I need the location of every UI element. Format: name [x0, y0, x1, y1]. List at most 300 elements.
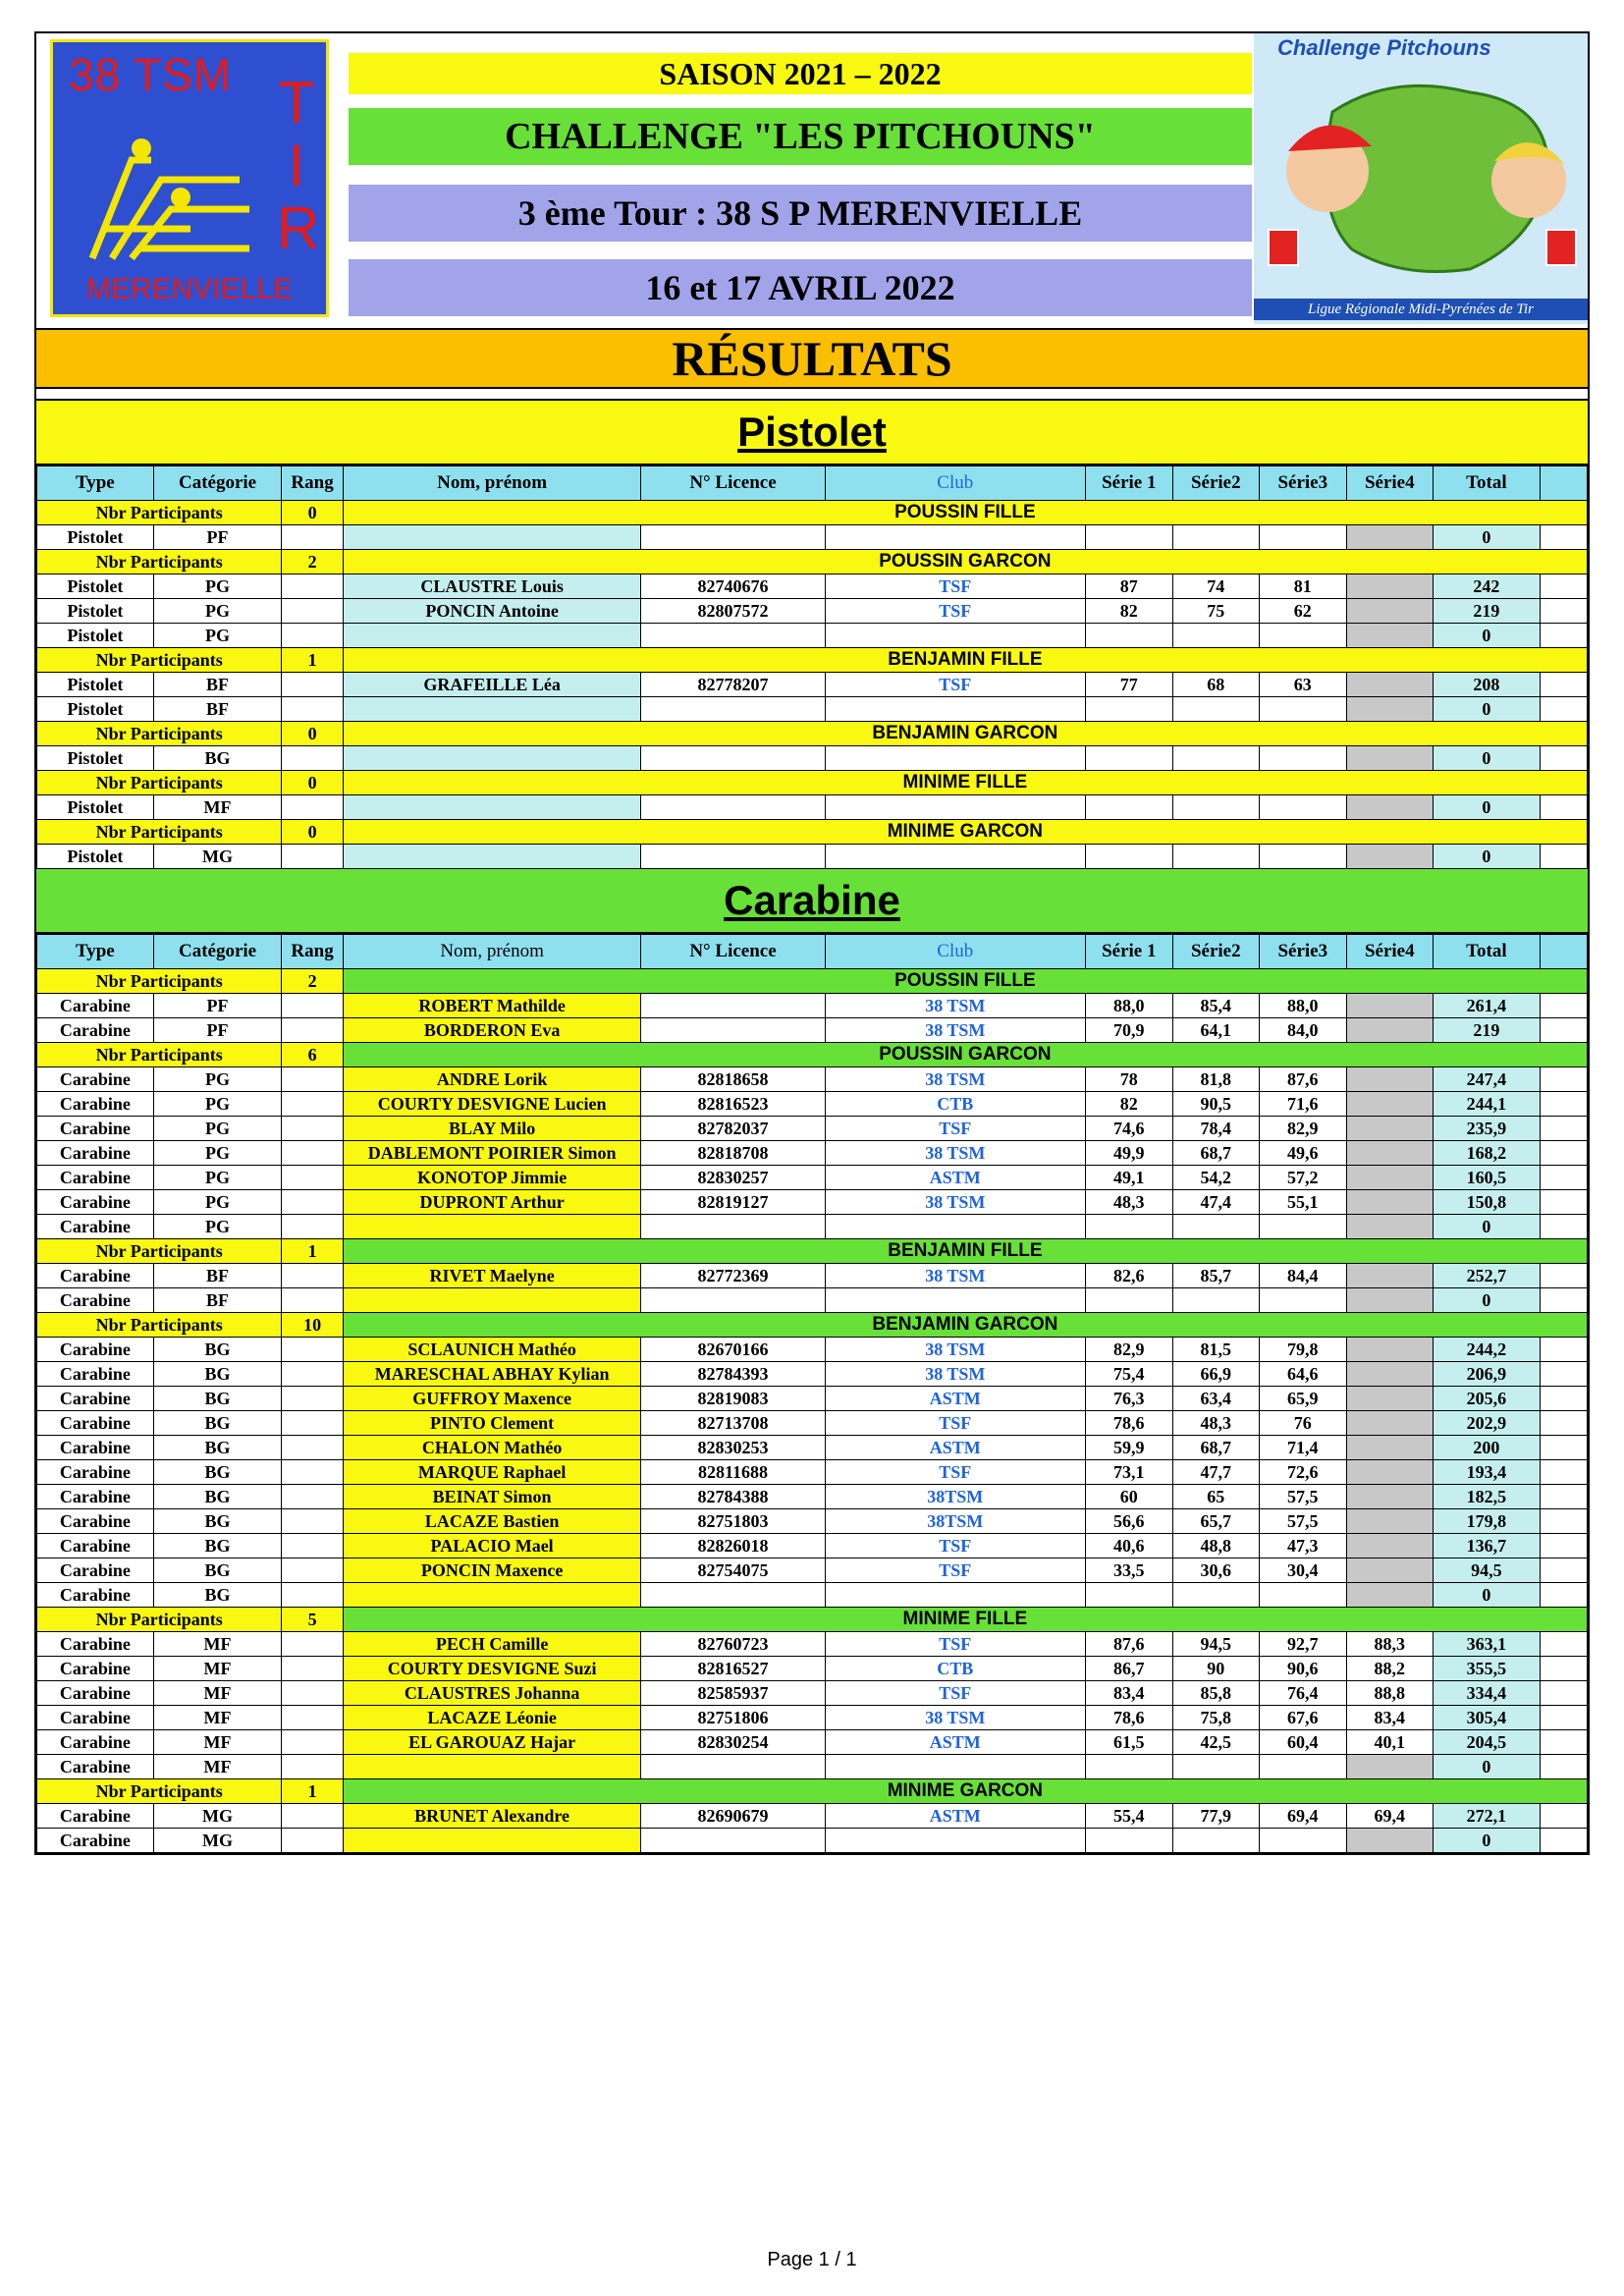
cell-total: 252,7: [1434, 1264, 1541, 1288]
cell-category: PG: [153, 624, 282, 648]
challenge-logo-caption: Ligue Régionale Midi-Pyrénées de Tir: [1254, 299, 1588, 320]
cell-total: 235,9: [1434, 1117, 1541, 1141]
cell-serie3: 84,4: [1260, 1264, 1347, 1288]
cell-serie1: [1086, 795, 1173, 820]
cell-licence: 82818708: [641, 1141, 825, 1166]
cell-category: PG: [153, 1215, 282, 1239]
cell-rank: [282, 994, 343, 1018]
cell-type: Pistolet: [37, 673, 154, 697]
cell-total: 355,5: [1434, 1657, 1541, 1681]
cell-type: Carabine: [37, 1755, 154, 1779]
category-header-row: [37, 1608, 1588, 1632]
cell-name: GUFFROY Maxence: [343, 1387, 641, 1411]
cell-serie1: [1086, 746, 1173, 771]
table-row: [37, 1190, 1588, 1215]
category-label: MINIME FILLE: [343, 771, 1587, 795]
cell-licence: [641, 624, 825, 648]
cell-serie4: [1346, 697, 1434, 722]
cell-serie4: 83,4: [1346, 1706, 1434, 1730]
cell-licence: 82830254: [641, 1730, 825, 1755]
cell-type: Carabine: [37, 994, 154, 1018]
participants-count: 2: [282, 969, 343, 994]
table-row: [37, 1387, 1588, 1411]
cell-serie1: 74,6: [1086, 1117, 1173, 1141]
cell-name: LACAZE Léonie: [343, 1706, 641, 1730]
cell-rank: [282, 1092, 343, 1117]
column-header: Type: [37, 935, 154, 969]
column-header: Série 1: [1086, 466, 1173, 501]
cell-licence: [641, 1018, 825, 1043]
cell-rank: [282, 1117, 343, 1141]
challenge-logo-title: Challenge Pitchouns: [1277, 35, 1491, 60]
cell-serie1: 40,6: [1086, 1534, 1173, 1558]
table-row: [37, 1706, 1588, 1730]
dates-banner: 16 et 17 AVRIL 2022: [349, 259, 1252, 316]
cell-serie4: 88,3: [1346, 1632, 1434, 1657]
cell-licence: 82830257: [641, 1166, 825, 1190]
cell-serie3: 76: [1260, 1411, 1347, 1436]
cell-serie4: [1346, 1829, 1434, 1853]
cell-serie1: [1086, 525, 1173, 550]
column-header: Total: [1434, 466, 1541, 501]
cell-serie2: 68: [1172, 673, 1260, 697]
cell-name: PECH Camille: [343, 1632, 641, 1657]
category-label: POUSSIN FILLE: [343, 501, 1587, 525]
cell-serie2: 77,9: [1172, 1804, 1260, 1829]
category-header-row: [37, 722, 1588, 746]
cell-serie1: 48,3: [1086, 1190, 1173, 1215]
cell-licence: 82670166: [641, 1338, 825, 1362]
cell-serie4: [1346, 574, 1434, 599]
cell-type: Carabine: [37, 1018, 154, 1043]
table-row: [37, 1264, 1588, 1288]
cell-serie2: 30,6: [1172, 1558, 1260, 1583]
cell-category: BG: [153, 746, 282, 771]
cell-serie4: [1346, 795, 1434, 820]
cell-club: 38 TSM: [825, 1141, 1086, 1166]
table-row: [37, 1018, 1588, 1043]
column-header: Type: [37, 466, 154, 501]
table-header-row: [37, 466, 1588, 501]
cell-serie2: [1172, 697, 1260, 722]
cell-licence: 82751806: [641, 1706, 825, 1730]
cell-total: 0: [1434, 1583, 1541, 1608]
table-row: [37, 1288, 1588, 1313]
cell-serie2: [1172, 845, 1260, 869]
cell-club: 38 TSM: [825, 1338, 1086, 1362]
cell-serie1: 61,5: [1086, 1730, 1173, 1755]
cell-serie4: [1346, 1509, 1434, 1534]
cell-licence: [641, 746, 825, 771]
cell-serie3: 82,9: [1260, 1117, 1347, 1141]
cell-licence: [641, 525, 825, 550]
cell-category: PF: [153, 1018, 282, 1043]
column-header: Total: [1434, 935, 1541, 969]
table-row: [37, 1804, 1588, 1829]
cell-licence: 82585937: [641, 1681, 825, 1706]
participants-count: 10: [282, 1313, 343, 1338]
cell-licence: [641, 1583, 825, 1608]
cell-serie2: 54,2: [1172, 1166, 1260, 1190]
cell-category: PG: [153, 574, 282, 599]
cell-licence: [641, 795, 825, 820]
cell-total: 219: [1434, 1018, 1541, 1043]
cell-serie3: [1260, 1215, 1347, 1239]
cell-club: [825, 624, 1086, 648]
cell-club: [825, 1755, 1086, 1779]
cell-serie2: 47,7: [1172, 1460, 1260, 1485]
results-table-pistolet: [36, 465, 1588, 869]
cell-club: ASTM: [825, 1387, 1086, 1411]
category-label: BENJAMIN FILLE: [343, 1239, 1587, 1264]
cell-serie1: [1086, 697, 1173, 722]
column-header: Série3: [1260, 935, 1347, 969]
cell-serie1: 73,1: [1086, 1460, 1173, 1485]
cell-total: 205,6: [1434, 1387, 1541, 1411]
cell-licence: [641, 697, 825, 722]
cell-rank: [282, 1706, 343, 1730]
cell-type: Pistolet: [37, 624, 154, 648]
cell-rank: [282, 1018, 343, 1043]
cell-rank: [282, 1681, 343, 1706]
cell-type: Carabine: [37, 1485, 154, 1509]
cell-category: BG: [153, 1509, 282, 1534]
cell-club: [825, 1215, 1086, 1239]
cell-serie3: 49,6: [1260, 1141, 1347, 1166]
participants-label: Nbr Participants: [37, 969, 282, 994]
cell-serie2: 90,5: [1172, 1092, 1260, 1117]
cell-rank: [282, 1583, 343, 1608]
cell-licence: 82807572: [641, 599, 825, 624]
table-row: [37, 1755, 1588, 1779]
table-row: [37, 1509, 1588, 1534]
cell-serie1: 60: [1086, 1485, 1173, 1509]
cell-club: 38 TSM: [825, 1190, 1086, 1215]
cell-serie4: [1346, 1141, 1434, 1166]
cell-serie4: [1346, 845, 1434, 869]
season-banner: SAISON 2021 – 2022: [349, 53, 1252, 94]
category-label: MINIME GARCON: [343, 820, 1587, 845]
cell-serie2: [1172, 1755, 1260, 1779]
cell-total: 136,7: [1434, 1534, 1541, 1558]
cell-type: Carabine: [37, 1092, 154, 1117]
cell-club: 38 TSM: [825, 1706, 1086, 1730]
cell-licence: 82784388: [641, 1485, 825, 1509]
participants-label: Nbr Participants: [37, 771, 282, 795]
cell-serie2: 64,1: [1172, 1018, 1260, 1043]
cell-name: MARQUE Raphael: [343, 1460, 641, 1485]
cell-club: CTB: [825, 1092, 1086, 1117]
cell-type: Pistolet: [37, 599, 154, 624]
tour-banner: 3 ème Tour : 38 S P MERENVIELLE: [349, 185, 1252, 242]
cell-total: 0: [1434, 525, 1541, 550]
cell-serie1: 82,9: [1086, 1338, 1173, 1362]
cell-licence: [641, 1829, 825, 1853]
cell-category: BF: [153, 1264, 282, 1288]
cell-category: BG: [153, 1583, 282, 1608]
cell-licence: 82811688: [641, 1460, 825, 1485]
cell-name: DABLEMONT POIRIER Simon: [343, 1141, 641, 1166]
cell-serie3: 30,4: [1260, 1558, 1347, 1583]
cell-rank: [282, 1460, 343, 1485]
cell-serie1: 49,1: [1086, 1166, 1173, 1190]
cell-serie2: [1172, 1288, 1260, 1313]
cell-serie1: 82: [1086, 1092, 1173, 1117]
cell-serie4: [1346, 1460, 1434, 1485]
cell-rank: [282, 1730, 343, 1755]
page-footer: Page 1 / 1: [767, 2249, 857, 2270]
cell-rank: [282, 795, 343, 820]
cell-name: ANDRE Lorik: [343, 1067, 641, 1092]
cell-type: Carabine: [37, 1583, 154, 1608]
shooter-icon: [73, 121, 269, 268]
cell-licence: [641, 845, 825, 869]
cell-licence: [641, 1215, 825, 1239]
cell-total: 179,8: [1434, 1509, 1541, 1534]
cell-rank: [282, 1632, 343, 1657]
column-header: Rang: [282, 935, 343, 969]
cell-rank: [282, 1411, 343, 1436]
cell-category: BG: [153, 1436, 282, 1460]
cell-serie1: 56,6: [1086, 1509, 1173, 1534]
cell-serie2: 47,4: [1172, 1190, 1260, 1215]
cell-club: [825, 1583, 1086, 1608]
cell-rank: [282, 1829, 343, 1853]
cell-total: 206,9: [1434, 1362, 1541, 1387]
cell-club: [825, 795, 1086, 820]
cell-name: CLAUSTRE Louis: [343, 574, 641, 599]
cell-total: 0: [1434, 795, 1541, 820]
column-header: Série2: [1172, 935, 1260, 969]
cell-serie3: 65,9: [1260, 1387, 1347, 1411]
table-header-row: [37, 935, 1588, 969]
cell-type: Pistolet: [37, 574, 154, 599]
cell-category: PF: [153, 525, 282, 550]
table-row: [37, 697, 1588, 722]
cell-total: 219: [1434, 599, 1541, 624]
cell-rank: [282, 1804, 343, 1829]
category-header-row: [37, 501, 1588, 525]
category-label: MINIME GARCON: [343, 1779, 1587, 1804]
cell-serie4: [1346, 624, 1434, 648]
cell-name: GRAFEILLE Léa: [343, 673, 641, 697]
cell-total: 244,1: [1434, 1092, 1541, 1117]
table-row: [37, 994, 1588, 1018]
cell-total: 200: [1434, 1436, 1541, 1460]
cell-category: MF: [153, 1681, 282, 1706]
cell-category: PG: [153, 1190, 282, 1215]
category-header-row: [37, 969, 1588, 994]
participants-count: 0: [282, 771, 343, 795]
table-row: [37, 1632, 1588, 1657]
table-row: [37, 746, 1588, 771]
cell-type: Carabine: [37, 1264, 154, 1288]
cell-rank: [282, 624, 343, 648]
cell-total: 0: [1434, 1829, 1541, 1853]
cell-name: KONOTOP Jimmie: [343, 1166, 641, 1190]
cell-serie4: [1346, 525, 1434, 550]
cell-serie2: 42,5: [1172, 1730, 1260, 1755]
cell-rank: [282, 1338, 343, 1362]
logo-tir-text: T I R: [277, 70, 320, 261]
table-row: [37, 795, 1588, 820]
cell-serie1: 87: [1086, 574, 1173, 599]
cell-serie1: 77: [1086, 673, 1173, 697]
cell-serie4: [1346, 1288, 1434, 1313]
category-label: BENJAMIN FILLE: [343, 648, 1587, 673]
participants-count: 0: [282, 820, 343, 845]
cell-licence: 82816523: [641, 1092, 825, 1117]
cell-club: [825, 697, 1086, 722]
cell-serie2: [1172, 795, 1260, 820]
cell-name: RIVET Maelyne: [343, 1264, 641, 1288]
cell-serie3: 57,5: [1260, 1509, 1347, 1534]
table-row: [37, 525, 1588, 550]
column-header: Série4: [1346, 935, 1434, 969]
table-row: [37, 1436, 1588, 1460]
cell-serie3: 87,6: [1260, 1067, 1347, 1092]
cell-type: Carabine: [37, 1534, 154, 1558]
participants-label: Nbr Participants: [37, 722, 282, 746]
cell-type: Carabine: [37, 1117, 154, 1141]
logo-club-name: 38 TSM: [69, 49, 233, 100]
cell-category: BG: [153, 1387, 282, 1411]
cell-category: MF: [153, 1632, 282, 1657]
cell-total: 334,4: [1434, 1681, 1541, 1706]
cell-type: Carabine: [37, 1657, 154, 1681]
logo-town: MERENVIELLE: [85, 273, 294, 305]
participants-count: 0: [282, 722, 343, 746]
cell-serie4: [1346, 1436, 1434, 1460]
cell-type: Carabine: [37, 1387, 154, 1411]
cell-total: 272,1: [1434, 1804, 1541, 1829]
cell-rank: [282, 845, 343, 869]
cell-name: [343, 1755, 641, 1779]
cell-category: MF: [153, 795, 282, 820]
cell-rank: [282, 1190, 343, 1215]
cell-serie3: 55,1: [1260, 1190, 1347, 1215]
cell-serie1: 49,9: [1086, 1141, 1173, 1166]
cell-serie3: 72,6: [1260, 1460, 1347, 1485]
cell-serie3: 57,5: [1260, 1485, 1347, 1509]
column-header: Rang: [282, 466, 343, 501]
cell-total: 242: [1434, 574, 1541, 599]
cell-serie4: [1346, 1485, 1434, 1509]
cell-serie4: [1346, 1067, 1434, 1092]
cell-name: [343, 1583, 641, 1608]
cell-serie2: [1172, 525, 1260, 550]
cell-serie1: [1086, 1288, 1173, 1313]
cell-licence: 82772369: [641, 1264, 825, 1288]
cell-name: PALACIO Mael: [343, 1534, 641, 1558]
cell-name: BEINAT Simon: [343, 1485, 641, 1509]
participants-label: Nbr Participants: [37, 820, 282, 845]
cell-rank: [282, 1264, 343, 1288]
cell-serie1: 70,9: [1086, 1018, 1173, 1043]
category-header-row: [37, 820, 1588, 845]
table-row: [37, 1460, 1588, 1485]
cell-serie4: 40,1: [1346, 1730, 1434, 1755]
cell-serie3: 92,7: [1260, 1632, 1347, 1657]
column-header: Série3: [1260, 466, 1347, 501]
cell-serie4: 69,4: [1346, 1804, 1434, 1829]
cell-total: 0: [1434, 624, 1541, 648]
category-label: POUSSIN GARCON: [343, 550, 1587, 574]
category-header-row: [37, 648, 1588, 673]
cell-name: PONCIN Maxence: [343, 1558, 641, 1583]
cell-category: BG: [153, 1460, 282, 1485]
cell-total: 363,1: [1434, 1632, 1541, 1657]
cell-serie4: [1346, 1018, 1434, 1043]
cell-category: BG: [153, 1485, 282, 1509]
cell-total: 305,4: [1434, 1706, 1541, 1730]
cell-name: [343, 845, 641, 869]
cell-serie2: 48,8: [1172, 1534, 1260, 1558]
cell-serie2: 78,4: [1172, 1117, 1260, 1141]
column-header: Série 1: [1086, 935, 1173, 969]
cell-type: Carabine: [37, 1460, 154, 1485]
cell-serie3: 76,4: [1260, 1681, 1347, 1706]
cell-club: [825, 746, 1086, 771]
cell-type: Carabine: [37, 1166, 154, 1190]
column-header: Club: [825, 935, 1086, 969]
table-row: [37, 845, 1588, 869]
results-sheet: [34, 31, 1590, 1855]
cell-category: MF: [153, 1657, 282, 1681]
cell-type: Carabine: [37, 1362, 154, 1387]
cell-type: Carabine: [37, 1558, 154, 1583]
cell-serie2: 81,8: [1172, 1067, 1260, 1092]
cell-serie2: 48,3: [1172, 1411, 1260, 1436]
cell-category: MG: [153, 1829, 282, 1853]
cell-type: Carabine: [37, 1632, 154, 1657]
cell-name: COURTY DESVIGNE Suzi: [343, 1657, 641, 1681]
cell-serie3: [1260, 697, 1347, 722]
participants-count: 5: [282, 1608, 343, 1632]
table-row: [37, 1657, 1588, 1681]
participants-label: Nbr Participants: [37, 1043, 282, 1067]
category-header-row: [37, 1313, 1588, 1338]
cell-club: 38 TSM: [825, 1018, 1086, 1043]
cell-name: CLAUSTRES Johanna: [343, 1681, 641, 1706]
cell-type: Carabine: [37, 1411, 154, 1436]
cell-serie1: [1086, 624, 1173, 648]
cell-club: [825, 525, 1086, 550]
table-row: [37, 1730, 1588, 1755]
cell-serie3: [1260, 1755, 1347, 1779]
cell-serie2: 75: [1172, 599, 1260, 624]
cell-serie1: 78,6: [1086, 1706, 1173, 1730]
cell-rank: [282, 746, 343, 771]
challenge-banner: CHALLENGE "LES PITCHOUNS": [349, 108, 1252, 165]
cell-category: MF: [153, 1755, 282, 1779]
cell-type: Pistolet: [37, 697, 154, 722]
category-label: MINIME FILLE: [343, 1608, 1587, 1632]
participants-count: 0: [282, 501, 343, 525]
cell-club: 38 TSM: [825, 1067, 1086, 1092]
cell-serie2: [1172, 1829, 1260, 1853]
cell-club: 38 TSM: [825, 1362, 1086, 1387]
cell-name: [343, 624, 641, 648]
participants-label: Nbr Participants: [37, 1313, 282, 1338]
cell-licence: 82818658: [641, 1067, 825, 1092]
cell-serie3: 64,6: [1260, 1362, 1347, 1387]
cell-type: Carabine: [37, 1190, 154, 1215]
cell-type: Carabine: [37, 1067, 154, 1092]
cell-licence: 82690679: [641, 1804, 825, 1829]
club-logo: [50, 39, 329, 317]
cell-serie3: 81: [1260, 574, 1347, 599]
